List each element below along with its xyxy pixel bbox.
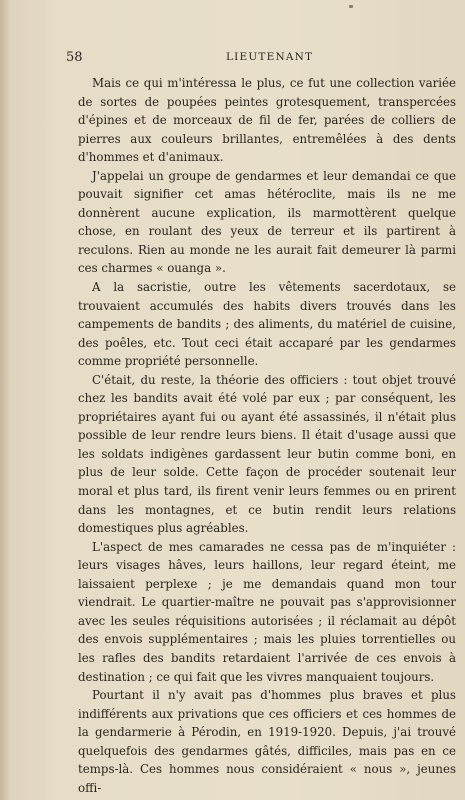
paragraph: A la sacristie, outre les vêtements sacerdotaux, se trouvaient accumulés des habits divers trouvés dans les campements de bandits ; des aliments, du matériel de cuisine, des poêles, etc. Tout ceci était accaparé par les gendarmes comme propriété personnelle. <box>78 280 456 369</box>
page-header <box>66 50 447 66</box>
running-head: LIEUTENANT <box>226 51 314 63</box>
paragraph: Pourtant il n'y avait pas d'hommes plus braves et plus indifférents aux privations que ces officiers et ces hommes de la gendarmerie à Pérodin, en 1919-1920. Depuis, j'ai trouvé quelquefois des gendarmes gâtés, difficiles, mais pas en ce temps-là. Ces hommes nous considéraient « nous », jeunes offi- <box>78 688 456 795</box>
paper-speck <box>349 5 353 8</box>
body-text <box>78 74 456 797</box>
paragraph: Mais ce qui m'intéressa le plus, ce fut une collection variée de sortes de poupées peintes grotesquement, transpercées d'épines et de morceaux de fil de fer, parées de colliers de pierres aux couleurs brillantes, entremêlées à des dents d'hommes et d'animaux. <box>78 76 456 165</box>
page-gutter-shadow <box>0 0 10 800</box>
page-number: 58 <box>66 50 83 65</box>
paragraph: C'était, du reste, la théorie des officiers : tout objet trouvé chez les bandits avait été volé par eux ; par conséquent, les propriétaires ayant fui ou ayant été assassinés, il n'était plus possible de leur rendre leurs biens. Il était d'usage aussi que les soldats indigènes gardassent leur butin comme boni, en plus de leur solde. Cette façon de procéder soutenait leur moral et plus tard, ils firent venir leurs femmes ou en prirent dans les montagnes, et ce butin rendit leurs relations domestiques plus agréables. <box>78 372 456 536</box>
paragraph: L'aspect de mes camarades ne cessa pas de m'inquiéter : leurs visages hâves, leurs haillons, leur regard éteint, me laissaient perplexe ; je me demandais quand mon tour viendrait. Le quartier-maître ne pouvait pas s'approvisionner avec les seules réquisitions autorisées ; il réclamait au dépôt des envois supplémentaires ; mais les pluies torrentielles ou les rafles des bandits retardaient l'arrivée de ces envois à destination ; ce qui fait que les vivres manquaient toujours. <box>78 539 456 684</box>
paragraph: J'appelai un groupe de gendarmes et leur demandai ce que pouvait signifier cet amas hétéroclite, mais ils ne me donnèrent aucune explication, ils marmottèrent quelque chose, en roulant des yeux de terreur et ils partirent à reculons. Rien au monde ne les aurait fait demeurer là parmi ces charmes « ouanga ». <box>78 168 456 276</box>
